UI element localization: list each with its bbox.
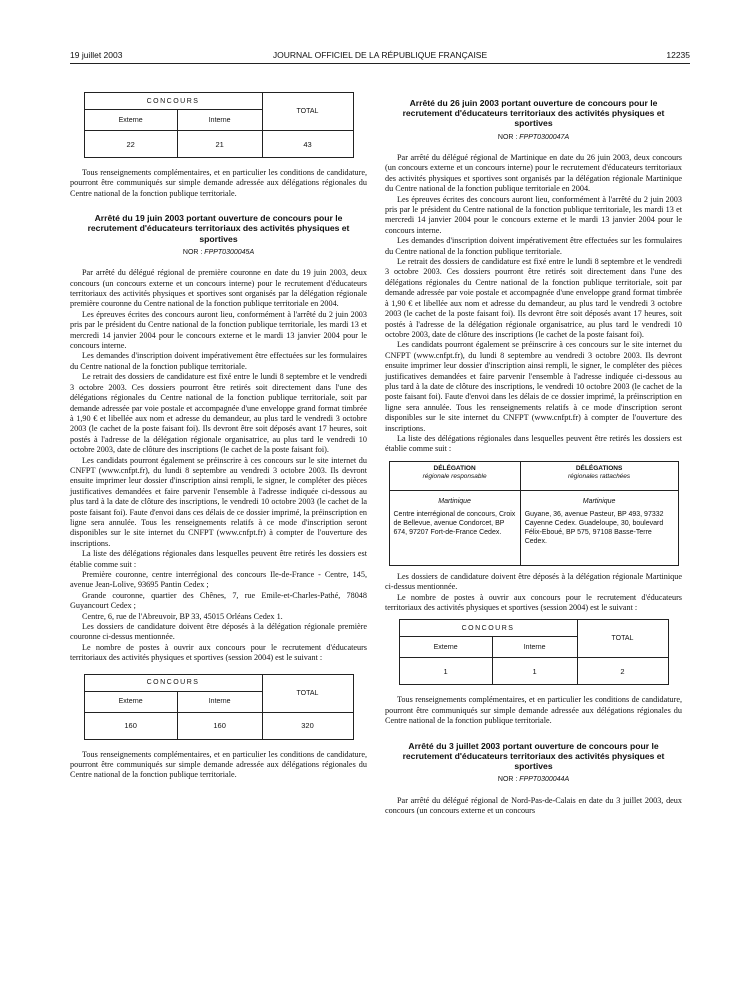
paragraph: La liste des délégations régionales dans lesquelles peuvent être retirés les dossiers est établie comme suit : [70,549,367,569]
nor-reference [385,133,682,143]
table-header-total: TOTAL [262,93,353,131]
paragraph: Les dossiers de candidature doivent être déposés à la délégation régionale Martinique ci-dessus mentionnée. [385,571,682,592]
paragraph: Tous renseignements complémentaires, et en particulier les conditions de candidature, pourront être communiqués sur simple demande adressée aux délégations régionales du Centre national de la fonction publique territoriale. [385,695,682,726]
deleg-address: Guyane, 36, avenue Pasteur, BP 493, 97332 Cayenne Cedex. Guadeloupe, 30, boulevard Félix-Eboué, BP 575, 97108 Basse-Terre Cedex. [524,510,664,545]
table-header-concours: CONCOURS [84,674,262,691]
nor-value: FPPT0300044A [519,776,570,784]
paragraph: Le retrait des dossiers de candidature est fixé entre le lundi 8 septembre et le vendredi 3 octobre 2003. Ces dossiers pourront être retirés soit directement dans l'une des délégations régionales du Centre national de la fonction publique territoriale, soit par demande adressée par voie postale et accompagnée d'une enveloppe grand format timbrée à 1,90 € et libellée aux nom et adresse du demandeur, au plus tard le vendredi 3 octobre 2003 (le cachet de la poste faisant foi). Ils devront être soit déposés avant 17 heures, soit postés à l'adresse de la délégation régionale organisatrice, au plus tard le vendredi 10 octobre 2003, date de clôture des inscriptions (le cachet de la poste faisant foi). [385,257,682,339]
arrete-title: Arrêté du 19 juin 2003 portant ouverture de concours pour le recrutement d'éducateurs territoriaux des activités physiques et sportives [87,213,350,244]
paragraph: Les demandes d'inscription doivent impérativement être effectuées sur les formulaires du Centre national de la fonction publique territoriale. [70,351,367,371]
nor-label: NOR : [497,776,518,784]
delegations-table [389,461,679,566]
arrete-title: Arrêté du 26 juin 2003 portant ouverture de concours pour le recrutement d'éducateurs territoriaux des activités physiques et sportives [402,98,665,129]
paragraph: Le nombre de postes à ouvrir aux concours pour le recrutement d'éducateurs territoriaux des activités physiques et sportives (session 2004) est le suivant : [385,592,682,613]
paragraph: Les candidats pourront également se préinscrire à ces concours sur le site internet du CNFPT (www.cnfpt.fr), du lundi 8 septembre au vendredi 3 octobre 2003. Ils devront ensuite imprimer leur dossier d'inscription ainsi rempli, le signer, le compléter des pièces justificatives demandées et faire parvenir l'ensemble à l'adresse indiquée ci-dessous au plus tard à la date de clôture des inscriptions, le vendredi 10 octobre 2003 (le cachet de la poste faisant foi). Faute d'envoi dans ces délais de ce dossier imprimé, la préinscription en ligne sera annulée. Tous les renseignements relatifs à ce mode d'inscription seront disponibles sur le site internet du CNFPT (www.cnfpt.fr) à compter de l'ouverture des inscriptions. [70,455,367,548]
table-cell-externe: 160 [84,712,177,739]
table-header-interne: Interne [177,110,262,131]
nor-label: NOR : [182,248,203,256]
nor-value: FPPT0300045A [204,248,255,256]
paragraph: Par arrêté du délégué régional de Martinique en date du 26 juin 2003, deux concours (un concours externe et un concours interne) pour le recrutement d'éducateurs territoriaux des activités physiques et sportives sont organisés par la délégation régionale Martinique du Centre national de la fonction publique territoriale en 2004. [385,153,682,194]
concours-table-3 [399,619,669,685]
table-header-externe: Externe [84,110,177,131]
paragraph: Par arrêté du délégué régional de première couronne en date du 19 juin 2003, deux concours (un concours externe et un concours interne) pour le recrutement d'éducateurs territoriaux des activités physiques et sportives sont organisés par la délégation régionale première couronne du Centre national de la fonction publique territoriale en 2004. [70,268,367,309]
deleg-header-bold: DÉLÉGATIONS [575,464,623,472]
paragraph: Par arrêté du délégué régional de Nord-Pas-de-Calais en date du 3 juillet 2003, deux concours (un concours externe et un concours [385,795,682,816]
concours-table-2 [84,674,354,740]
deleg-header-bold: DÉLÉGATION [433,464,476,472]
paragraph: Tous renseignements complémentaires, et en particulier les conditions de candidature, pourront être communiqués sur simple demande adressée aux délégations régionales du Centre national de la fonction publique territoriale. [70,168,367,198]
paragraph: Les épreuves écrites des concours auront lieu, conformément à l'arrêté du 2 juin 2003 pris par le président du Centre national de la fonction publique territoriale, les mardi 13 et mercredi 14 janvier 2004 pour le concours externe et le mardi 13 janvier 2004 pour le concours interne. [385,194,682,235]
paragraph: Les demandes d'inscription doivent impérativement être effectuées sur les formulaires du Centre national de la fonction publique territoriale. [385,236,682,256]
paragraph: Première couronne, centre interrégional des concours Ile-de-France - Centre, 145, avenue Jean-Lolive, 93695 Pantin Cedex ; [70,570,367,590]
paragraph: Tous renseignements complémentaires, et en particulier les conditions de candidature, pourront être communiqués sur simple demande adressée aux délégations régionales du Centre national de la fonction publique territoriale. [70,749,367,780]
paragraph: Grande couronne, quartier des Chênes, 7, rue Emile-et-Charles-Pathé, 78048 Guyancourt Cedex ; [70,590,367,611]
concours-table-1 [84,92,354,158]
table-header-externe: Externe [84,691,177,712]
table-header-interne: Interne [177,691,262,712]
deleg-header-sub: régionales rattachées [568,472,631,480]
table-header-externe: Externe [399,637,492,658]
table-header-concours: CONCOURS [399,620,577,637]
table-header-total: TOTAL [577,620,668,658]
deleg-header-responsable [389,461,520,490]
header-date: 19 juillet 2003 [70,50,123,60]
table-cell-externe: 1 [399,658,492,685]
arrete-title: Arrêté du 3 juillet 2003 portant ouverture de concours pour le recrutement d'éducateurs territoriaux des activités physiques et sportives [402,740,665,772]
table-cell-total: 2 [577,658,668,685]
table-cell-total: 320 [262,712,353,739]
paragraph: Centre, 6, rue de l'Abreuvoir, BP 33, 45015 Orléans Cedex 1. [82,611,283,621]
header-page-number: 12235 [666,50,690,60]
left-column [70,92,367,781]
table-cell-externe: 22 [84,131,177,158]
page-header [70,50,690,64]
paragraph: Les dossiers de candidature doivent être déposés à la délégation régionale première couronne ci-dessus mentionnée. [70,622,367,642]
deleg-address: Centre interrégional de concours, Croix de Bellevue, avenue Condorcet, BP 674, 97207 Fort-de-France Cedex. [393,510,516,536]
table-cell-total: 43 [262,131,353,158]
paragraph: La liste des délégations régionales dans lesquelles peuvent être retirés les dossiers est établie comme suit : [385,433,682,454]
table-cell-interne: 160 [177,712,262,739]
deleg-cell-responsable [389,490,520,565]
right-column [385,98,682,816]
table-header-total: TOTAL [262,674,353,712]
table-header-concours: CONCOURS [84,93,262,110]
nor-reference [70,248,367,258]
deleg-header-sub: régionale responsable [422,472,487,480]
nor-label: NOR : [497,133,518,141]
table-header-interne: Interne [492,637,577,658]
nor-value: FPPT0300047A [519,133,570,141]
deleg-region-name: Martinique [582,497,616,505]
deleg-cell-rattachees [520,490,678,565]
table-cell-interne: 21 [177,131,262,158]
paragraph: Les candidats pourront également se préinscrire à ces concours sur le site internet du CNFPT (www.cnfpt.fr), du lundi 8 septembre au vendredi 3 octobre 2003. Ils devront ensuite imprimer leur dossier d'inscription ainsi rempli, le signer, le compléter des pièces justificatives demandées et faire parvenir l'ensemble à l'adresse indiquée ci-dessous au plus tard à la date de clôture des inscriptions, le vendredi 10 octobre 2003 (le cachet de la poste faisant foi). Faute d'envoi dans les délais de ce dossier imprimé, la préinscription en ligne sera annulée. Tous les renseignements relatifs à ce mode d'inscription seront disponibles sur le site internet du CNFPT (www.cnfpt.fr) à compter de l'ouverture des inscriptions. [385,340,682,433]
nor-reference [385,775,682,785]
paragraph: Le nombre de postes à ouvrir aux concours pour le recrutement d'éducateurs territoriaux des activités physiques et sportives (session 2004) est le suivant : [70,642,367,663]
paragraph: Le retrait des dossiers de candidature est fixé entre le lundi 8 septembre et le vendredi 3 octobre 2003. Ces dossiers pourront être retirés soit directement dans l'une des délégations régionales du Centre national de la fonction publique territoriale, soit par demande adressée par voie postale et accompagnée d'une enveloppe grand format timbrée à 1,90 € et libellée aux nom et adresse du demandeur, au plus tard le vendredi 3 octobre 2003 (le cachet de la poste faisant foi). Ils devront être soit déposés avant 17 heures, soit postés à l'adresse de la délégation régionale organisatrice, au plus tard le vendredi 10 octobre 2003, date de clôture des inscriptions (le cachet de la poste faisant foi). [70,372,367,455]
header-journal-title: JOURNAL OFFICIEL DE LA RÉPUBLIQUE FRANÇAISE [272,50,488,60]
paragraph: Les épreuves écrites des concours auront lieu, conformément à l'arrêté du 2 juin 2003 pris par le président du Centre national de la fonction publique territoriale, les mardi 13 et mercredi 14 janvier 2004 pour le concours externe et le mardi 13 janvier 2004 pour le concours interne. [70,309,367,351]
table-cell-interne: 1 [492,658,577,685]
header-rule [70,63,690,64]
deleg-header-rattachees [520,461,678,490]
deleg-region-name: Martinique [438,497,471,505]
